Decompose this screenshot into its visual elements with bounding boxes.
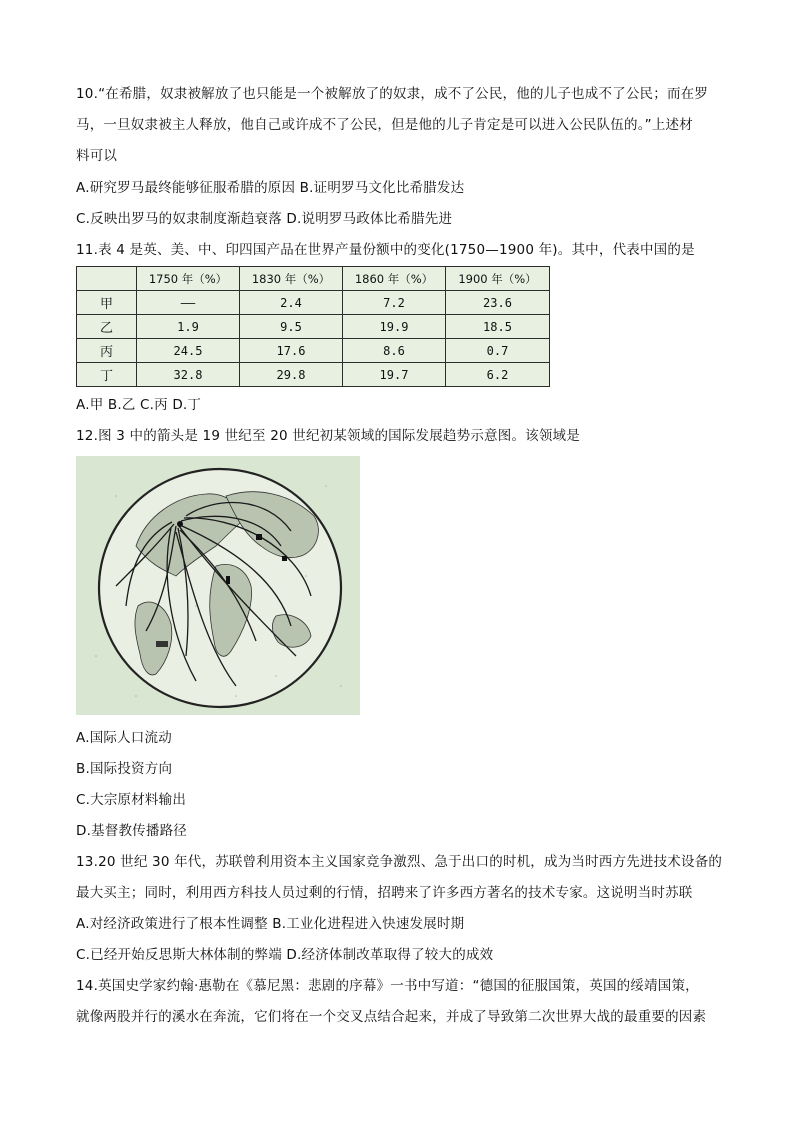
q11-stem: 11.表 4 是英、美、中、印四国产品在世界产量份额中的变化(1750—1900 年)。其中，代表中国的是 [76, 242, 695, 258]
table-cell: 9.5 [240, 315, 343, 339]
q13-line-2: 最大买主；同时，利用西方科技人员过剩的行情，招聘来了许多西方著名的技术专家。这说明当时苏联 [76, 885, 693, 901]
q10-line-2: 马，一旦奴隶被主人释放，他自己或许成不了公民，但是他的儿子肯定是可以进入公民队伍的。”上述材 [76, 117, 693, 133]
table-cell: 0.7 [446, 339, 550, 363]
q12-stem: 12.图 3 中的箭头是 19 世纪至 20 世纪初某领域的国际发展趋势示意图。该领域是 [76, 428, 580, 444]
table-header-cell: 1750 年（%） [137, 267, 240, 291]
table-row-label: 乙 [77, 315, 137, 339]
table-header-cell: 1830 年（%） [240, 267, 343, 291]
table-header-cell [77, 267, 137, 291]
table-cell: 24.5 [137, 339, 240, 363]
table-row [77, 315, 550, 339]
q14-line-1: 14.英国史学家约翰·惠勒在《慕尼黑：悲剧的序幕》一书中写道：“德国的征服国策，英国的绥靖国策， [76, 978, 699, 994]
table-row [77, 363, 550, 387]
table-cell: 19.9 [343, 315, 446, 339]
table-cell: 23.6 [446, 291, 550, 315]
q10-options-1: A.研究罗马最终能够征服希腊的原因 B.证明罗马文化比希腊发达 [76, 180, 465, 196]
table-row [77, 339, 550, 363]
q12-option-a: A.国际人口流动 [76, 730, 172, 746]
table-row-label: 丁 [77, 363, 137, 387]
q10-options-2: C.反映出罗马的奴隶制度渐趋衰落 D.说明罗马政体比希腊先进 [76, 211, 453, 227]
table-cell: 2.4 [240, 291, 343, 315]
q14-line-2: 就像两股并行的溪水在奔流，它们将在一个交叉点结合起来，并成了导致第二次世界大战的最重要的因素 [76, 1009, 707, 1025]
q13-line-1: 13.20 世纪 30 年代，苏联曾利用资本主义国家竞争激烈、急于出口的时机，成为当时西方先进技术设备的 [76, 854, 723, 870]
table-cell: 29.8 [240, 363, 343, 387]
q11-table [76, 266, 550, 387]
q13-options-2: C.已经开始反思斯大林体制的弊端 D.经济体制改革取得了较大的成效 [76, 947, 494, 963]
table-cell: 1.9 [137, 315, 240, 339]
table-cell: 17.6 [240, 339, 343, 363]
table-cell: —— [137, 291, 240, 315]
q11-options: A.甲 B.乙 C.丙 D.丁 [76, 397, 202, 413]
table-row-label: 甲 [77, 291, 137, 315]
q12-option-c: C.大宗原材料输出 [76, 792, 187, 808]
q13-options-1: A.对经济政策进行了根本性调整 B.工业化进程进入快速发展时期 [76, 916, 465, 932]
globe-map-figure [76, 456, 360, 715]
q10-line-3: 料可以 [76, 148, 118, 164]
table-header-row [77, 267, 550, 291]
table-cell: 32.8 [137, 363, 240, 387]
table-cell: 7.2 [343, 291, 446, 315]
globe-map-illustration [76, 456, 360, 715]
q12-option-b: B.国际投资方向 [76, 761, 173, 777]
table-cell: 18.5 [446, 315, 550, 339]
table-cell: 6.2 [446, 363, 550, 387]
table-row-label: 丙 [77, 339, 137, 363]
q12-option-d: D.基督教传播路径 [76, 823, 187, 839]
table-cell: 19.7 [343, 363, 446, 387]
table-header-cell: 1900 年（%） [446, 267, 550, 291]
table-row [77, 291, 550, 315]
table-header-cell: 1860 年（%） [343, 267, 446, 291]
q10-line-1: 10.“在希腊，奴隶被解放了也只能是一个被解放了的奴隶，成不了公民，他的儿子也成不了公民；而在罗 [76, 86, 709, 102]
table-cell: 8.6 [343, 339, 446, 363]
